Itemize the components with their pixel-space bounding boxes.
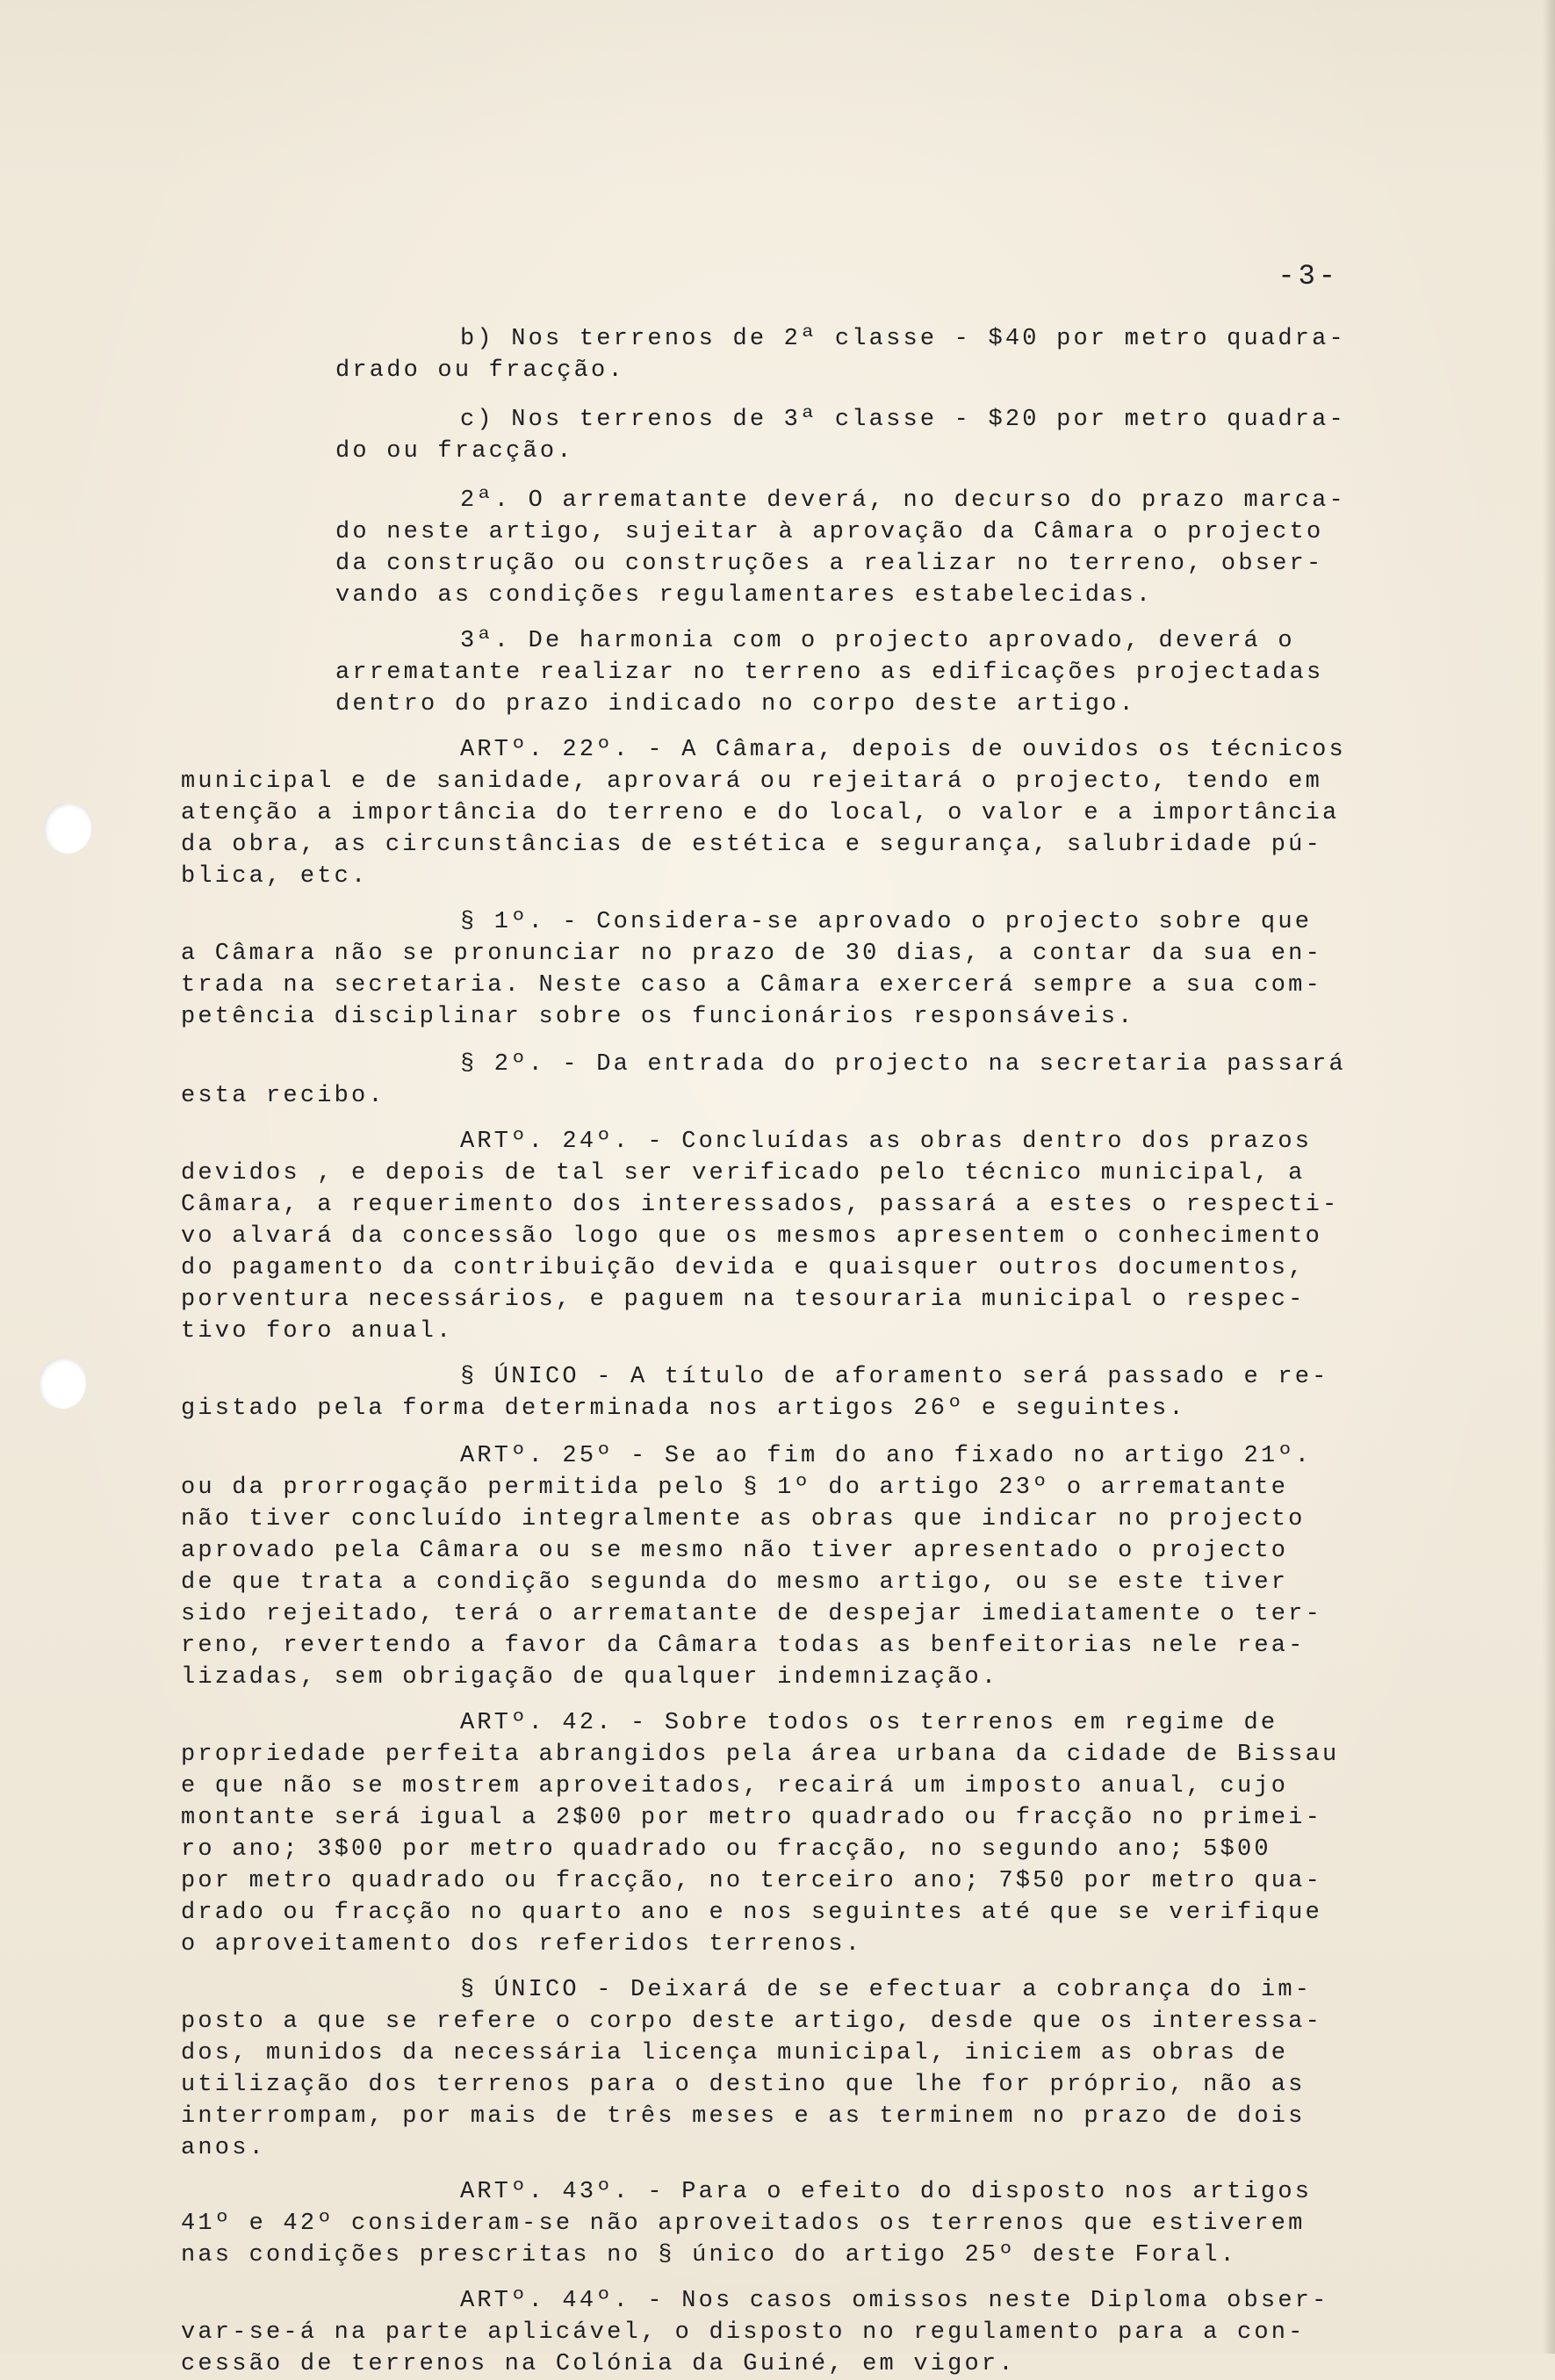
text-line: do pagamento da contribuição devida e quaisquer outros documentos, (181, 1255, 1306, 1281)
text-line: porventura necessários, e paguem na tesouraria municipal o respec- (181, 1287, 1306, 1313)
text-line: e que não se mostrem aproveitados, recairá um imposto anual, cujo (181, 1773, 1289, 1799)
text-line: lizadas, sem obrigação de qualquer indemnização. (181, 1664, 999, 1691)
text-line: vo alvará da concessão logo que os mesmos apresentem o conhecimento (181, 1223, 1322, 1250)
text-line: b) Nos terrenos de 2ª classe - $40 por metro quadra- (460, 326, 1346, 352)
text-line: posto a que se refere o corpo deste artigo, desde que os interessa- (181, 2009, 1322, 2035)
text-line: Câmara, a requerimento dos interessados, passará a estes o respecti- (181, 1192, 1340, 1218)
text-line: da obra, as circunstâncias de estética e segurança, salubridade pú- (181, 832, 1322, 858)
paragraph-article-44 (181, 2285, 1366, 2380)
paragraph-article-43 (181, 2176, 1366, 2271)
text-line: tivo foro anual. (181, 1318, 454, 1345)
text-line: municipal e de sanidade, aprovará ou rejeitará o projecto, tendo em (181, 768, 1322, 795)
text-line: nas condições prescritas no § único do artigo 25º deste Foral. (181, 2242, 1237, 2268)
paragraph-condition-2 (181, 485, 1366, 611)
text-line: cessão de terrenos na Colónia da Guiné, em vigor. (181, 2351, 1016, 2377)
paragraph-article-24 (181, 1126, 1366, 1347)
text-line: 41º e 42º consideram-se não aproveitados os terrenos que estiverem (181, 2211, 1306, 2237)
text-line: c) Nos terrenos de 3ª classe - $20 por metro quadra- (460, 407, 1346, 433)
document-body (181, 323, 1366, 2380)
text-line: a Câmara não se pronunciar no prazo de 30 dias, a contar da sua en- (181, 941, 1322, 967)
text-line: ARTº. 43º. - Para o efeito do disposto nos artigos (460, 2179, 1313, 2205)
text-line: § ÚNICO - Deixará de se efectuar a cobrança do im- (460, 1977, 1313, 2003)
punch-hole (44, 803, 91, 854)
text-line: dos, munidos da necessária licença municipal, iniciem as obras de (181, 2040, 1289, 2066)
text-line: ou da prorrogação permitida pelo § 1º do artigo 23º o arrematante (181, 1475, 1289, 1501)
text-line: § 1º. - Considera-se aprovado o projecto sobre que (460, 909, 1313, 935)
text-line: arrematante realizar no terreno as edificações projectadas (335, 660, 1324, 686)
text-line: utilização dos terrenos para o destino que lhe for próprio, não as (181, 2072, 1306, 2098)
text-line: por metro quadrado ou fracção, no terceiro ano; 7$50 por metro qua- (181, 1868, 1322, 1894)
paragraph-condition-3 (181, 625, 1366, 720)
text-line: trada na secretaria. Neste caso a Câmara exercerá sempre a sua com- (181, 972, 1322, 999)
punch-hole (39, 1358, 86, 1409)
text-line: esta recibo. (181, 1083, 385, 1109)
text-line: da construção ou construções a realizar no terreno, obser- (335, 551, 1324, 577)
paragraph-article-24-single-section (181, 1361, 1366, 1424)
paragraph-article-25 (181, 1440, 1366, 1693)
text-line: propriedade perfeita abrangidos pela área urbana da cidade de Bissau (181, 1742, 1340, 1768)
text-line: o aproveitamento dos referidos terrenos. (181, 1931, 863, 1958)
page-number: -3- (1278, 260, 1339, 292)
text-line: atenção a importância do terreno e do local, o valor e a importância (181, 800, 1340, 826)
text-line: de que trata a condição segunda do mesmo artigo, ou se este tiver (181, 1569, 1289, 1596)
text-line: ARTº. 22º. - A Câmara, depois de ouvidos os técnicos (460, 737, 1346, 763)
paragraph-item-b (181, 323, 1366, 386)
text-line: 2ª. O arrematante deverá, no decurso do prazo marca- (460, 487, 1346, 514)
text-line: § 2º. - Da entrada do projecto na secretaria passará (460, 1051, 1346, 1078)
text-line: ARTº. 42. - Sobre todos os terrenos em regime de (460, 1710, 1278, 1736)
text-line: interrompam, por mais de três meses e as terminem no prazo de dois (181, 2103, 1306, 2130)
text-line: ARTº. 25º - Se ao fim do ano fixado no artigo 21º. (460, 1443, 1313, 1469)
text-line: anos. (181, 2135, 267, 2161)
text-line: § ÚNICO - A título de aforamento será passado e re- (460, 1364, 1329, 1390)
text-line: do ou fracção. (335, 438, 574, 465)
text-line: montante será igual a 2$00 por metro quadrado ou fracção no primei- (181, 1805, 1322, 1831)
text-line: var-se-á na parte aplicável, o disposto no regulamento para a con- (181, 2319, 1306, 2346)
text-line: ARTº. 24º. - Concluídas as obras dentro dos prazos (460, 1129, 1313, 1155)
text-line: devidos , e depois de tal ser verificado pelo técnico municipal, a (181, 1160, 1306, 1186)
text-line: ro ano; 3$00 por metro quadrado ou fracção, no segundo ano; 5$00 (181, 1836, 1271, 1863)
text-line: do neste artigo, sujeitar à aprovação da Câmara o projecto (335, 519, 1324, 545)
text-line: dentro do prazo indicado no corpo deste artigo. (335, 691, 1136, 718)
paragraph-article-22-section-2 (181, 1049, 1366, 1112)
paragraph-item-c (181, 404, 1366, 467)
text-line: drado ou fracção. (335, 357, 625, 384)
text-line: gistado pela forma determinada nos artigos 26º e seguintes. (181, 1396, 1186, 1422)
text-line: drado ou fracção no quarto ano e nos seguintes até que se verifique (181, 1900, 1322, 1926)
paragraph-article-42-single-section (181, 1974, 1366, 2164)
paragraph-article-42 (181, 1707, 1366, 1960)
text-line: ARTº. 44º. - Nos casos omissos neste Diploma obser- (460, 2288, 1329, 2314)
paragraph-article-22-section-1 (181, 906, 1366, 1033)
text-line: 3ª. De harmonia com o projecto aprovado, deverá o (460, 628, 1295, 654)
text-line: não tiver concluído integralmente as obras que indicar no projecto (181, 1506, 1306, 1533)
text-line: reno, revertendo a favor da Câmara todas as benfeitorias nele rea- (181, 1633, 1306, 1659)
text-line: sido rejeitado, terá o arrematante de despejar imediatamente o ter- (181, 1601, 1322, 1627)
text-line: aprovado pela Câmara ou se mesmo não tiver apresentado o projecto (181, 1538, 1289, 1564)
text-line: vando as condições regulamentares estabelecidas. (335, 582, 1154, 609)
text-line: petência disciplinar sobre os funcionários responsáveis. (181, 1004, 1135, 1030)
page-edge-shadow (1543, 0, 1555, 2354)
text-line: blica, etc. (181, 863, 369, 890)
paragraph-article-22 (181, 734, 1366, 892)
